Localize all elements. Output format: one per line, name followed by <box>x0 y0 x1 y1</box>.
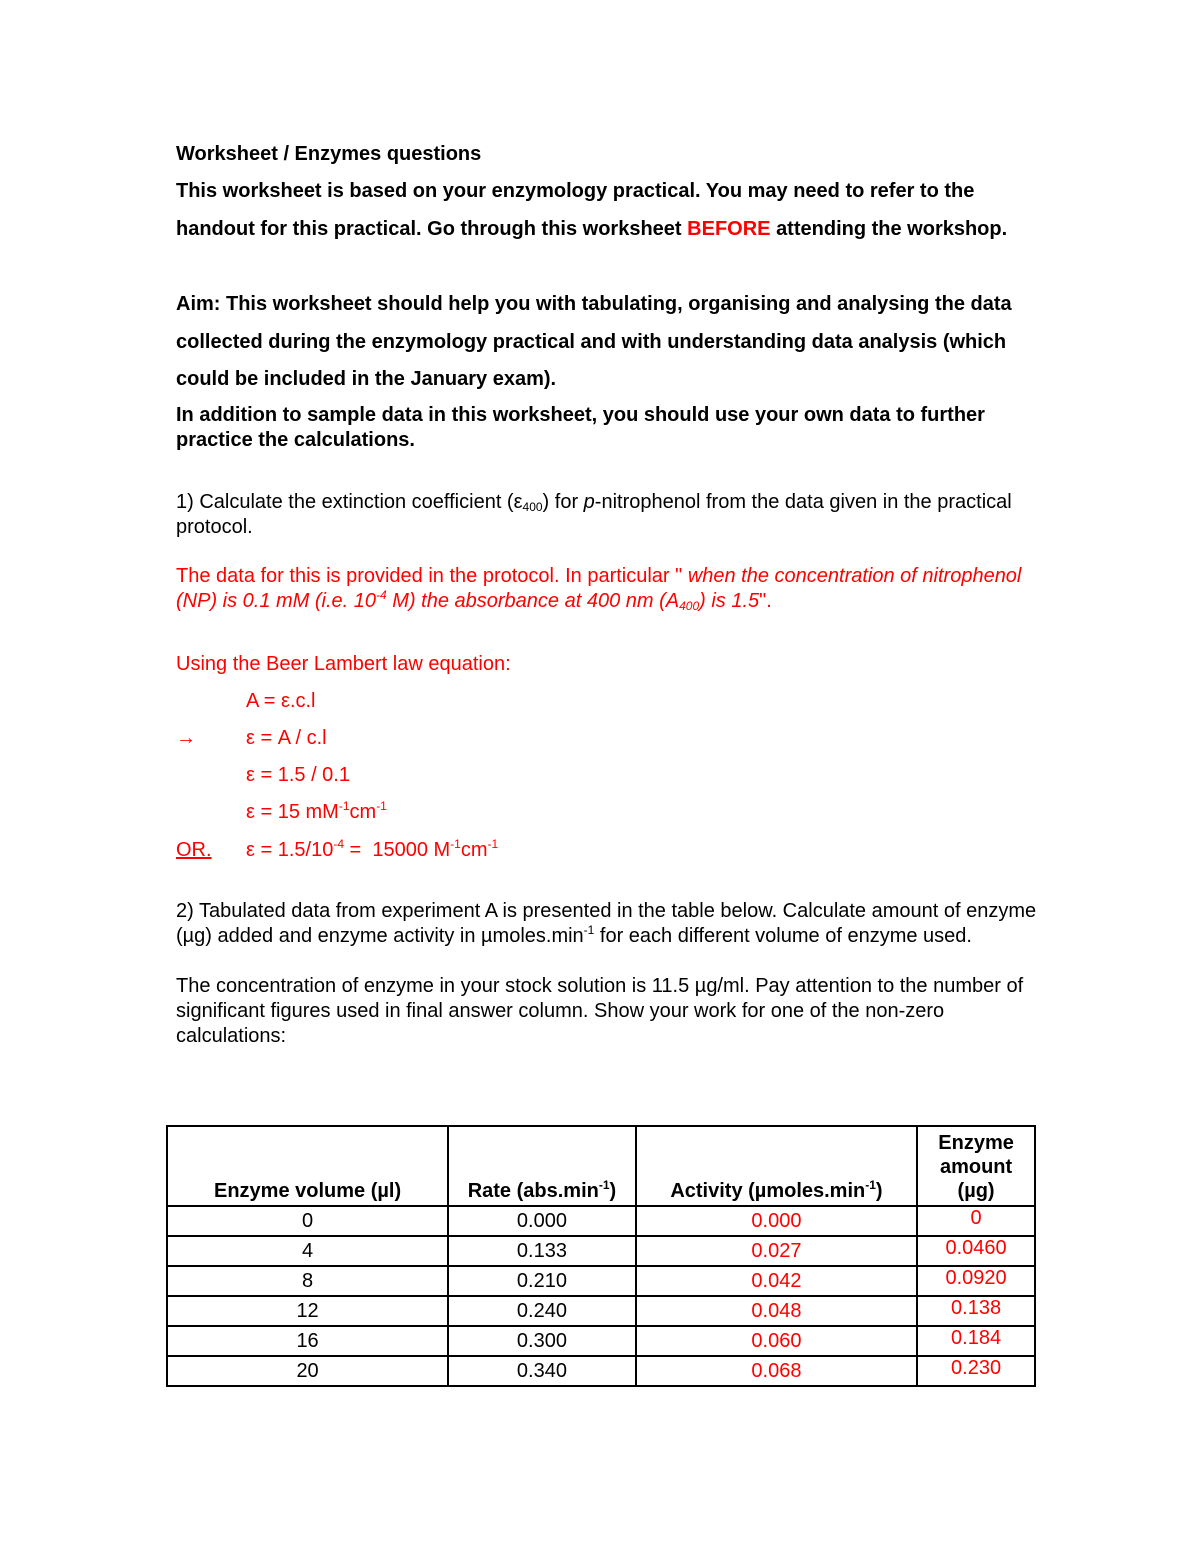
equation-4: ε = 15 $mM^{-1}cm^{-1}$ <box>246 799 387 823</box>
cell-rate: 0.000 <box>448 1206 636 1236</box>
cell-rate: 0.340 <box>448 1356 636 1386</box>
document-title: Worksheet / Enzymes questions <box>176 143 482 165</box>
table-row <box>167 1356 1035 1386</box>
table-row <box>167 1206 1035 1236</box>
cell-rate: 0.300 <box>448 1326 636 1356</box>
cell-amount: 0.184 <box>917 1326 1035 1356</box>
question-1-answer: The data for this is provided in the protocol. In particular " when the concentration of nitrophenol (NP) is 0.1 mM (i.e. $10^{-4}$ M) the absorbance at 400 nm $(A_{400})$ is 1.5". <box>176 565 1022 613</box>
question-1: 1) Calculate the extinction coefficient $(\varepsilon_{400})$ for p-nitrophenol from the data given in the practical protocol. <box>176 491 1012 538</box>
arrow-icon: → <box>176 727 196 749</box>
cell-amount: 0.230 <box>917 1356 1035 1386</box>
cell-rate: 0.133 <box>448 1236 636 1266</box>
cell-activity: 0.027 <box>636 1236 917 1266</box>
cell-activity: 0.068 <box>636 1356 917 1386</box>
enzyme-data-table <box>166 1125 1036 1387</box>
cell-rate: 0.240 <box>448 1296 636 1326</box>
header-activity: Activity $(\mu moles.\min^{-1})$ <box>636 1126 917 1206</box>
cell-activity: 0.060 <box>636 1326 917 1356</box>
cell-volume: 12 <box>167 1296 448 1326</box>
table-row <box>167 1326 1035 1356</box>
cell-amount: 0.0920 <box>917 1266 1035 1296</box>
cell-amount: 0 <box>917 1206 1035 1236</box>
cell-activity: 0.048 <box>636 1296 917 1326</box>
table-row <box>167 1236 1035 1266</box>
equation-5: $\varepsilon = 1.5/10^{-4} = 15000$ $M^{-1}cm^{-1}$ <box>246 837 499 861</box>
beer-lambert-heading: Using the Beer Lambert law equation: <box>176 653 511 675</box>
cell-volume: 4 <box>167 1236 448 1266</box>
cell-volume: 8 <box>167 1266 448 1296</box>
cell-rate: 0.210 <box>448 1266 636 1296</box>
table-row <box>167 1296 1035 1326</box>
cell-activity: 0.042 <box>636 1266 917 1296</box>
header-enzyme-volume: Enzyme volume (µl) <box>167 1126 448 1206</box>
equation-3: ε = 1.5 / 0.1 <box>246 764 350 786</box>
cell-volume: 16 <box>167 1326 448 1356</box>
aim-paragraph: Aim: This worksheet should help you with tabulating, organising and analysing the data collected during the enzymology practical and with understanding data analysis (which could be included in the January exam). <box>176 293 1012 390</box>
cell-activity: 0.000 <box>636 1206 917 1236</box>
header-enzyme-amount: Enzyme amount (µg) <box>917 1126 1035 1206</box>
question-2: 2) Tabulated data from experiment A is presented in the table below. Calculate amount of enzyme (µg) added and enzyme activity in $\mu moles.\min^{-1}$ for each different volume of enzyme used. <box>176 900 1037 947</box>
header-rate: Rate $(abs.\min^{-1})$ <box>448 1126 636 1206</box>
equation-1: A = ε.c.l <box>246 690 316 712</box>
or-label: OR. <box>176 839 212 861</box>
question-2-details: The concentration of enzyme in your stock solution is 11.5 µg/ml. Pay attention to the number of significant figures used in final answer column. Show your work for one of the non-zero calculations: <box>176 975 1024 1047</box>
cell-volume: 0 <box>167 1206 448 1236</box>
table-row <box>167 1266 1035 1296</box>
addition-paragraph: In addition to sample data in this worksheet, you should use your own data to further practice the calculations. <box>176 404 985 451</box>
intro-paragraph: This worksheet is based on your enzymology practical. You may need to refer to the handout for this practical. Go through this worksheet BEFORE attending the workshop. <box>176 180 1008 240</box>
cell-volume: 20 <box>167 1356 448 1386</box>
table-header-row <box>167 1126 1035 1206</box>
cell-amount: 0.0460 <box>917 1236 1035 1266</box>
equation-2: ε = A / c.l <box>246 727 327 749</box>
emphasis-before: BEFORE <box>687 217 771 240</box>
cell-amount: 0.138 <box>917 1296 1035 1326</box>
